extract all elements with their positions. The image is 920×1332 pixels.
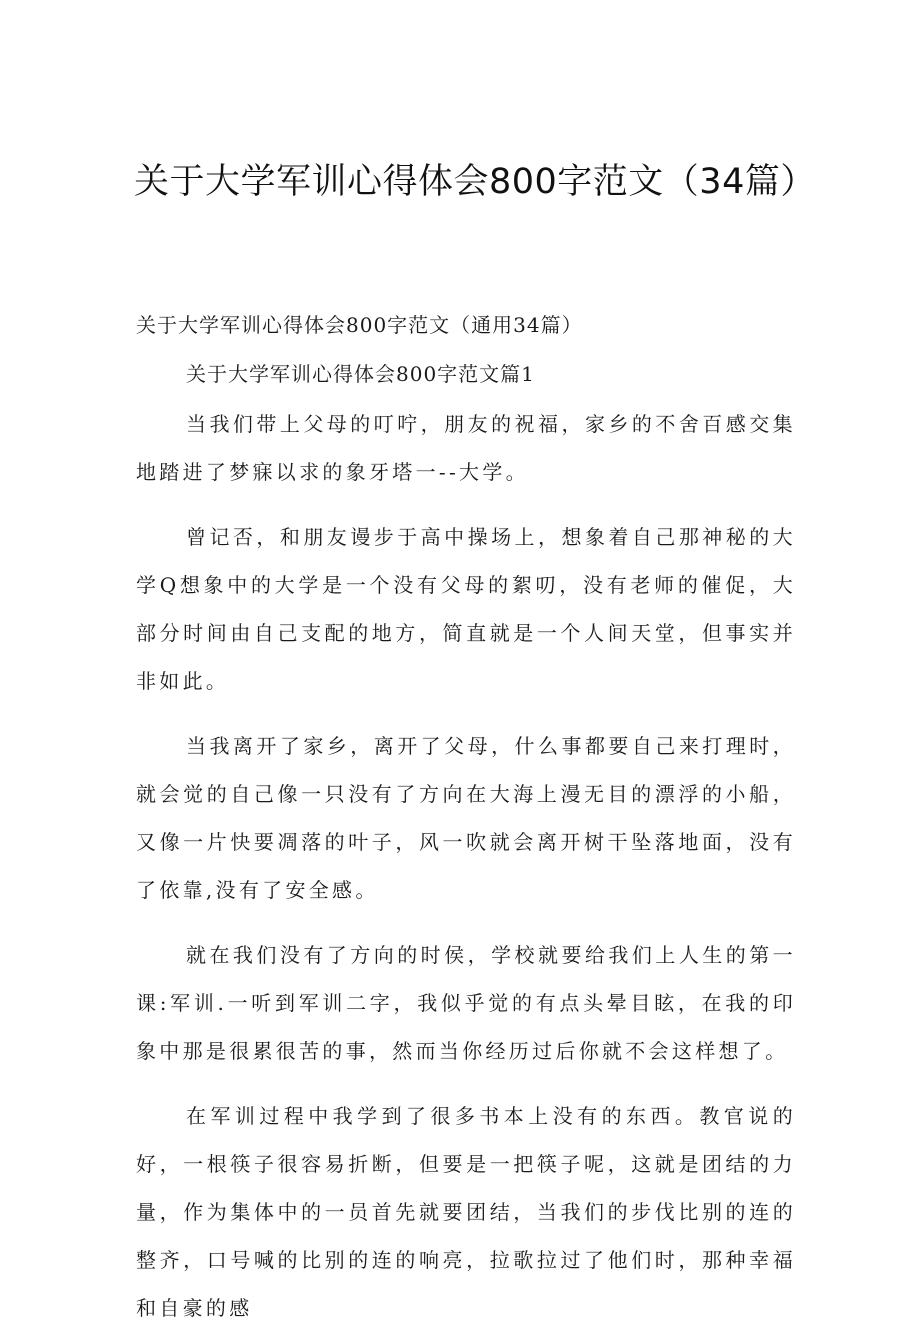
document-title: 关于大学军训心得体会800字范文（34篇） [134,162,816,202]
document-body [136,309,796,1332]
paragraph: 曾记否，和朋友谩步于高中操场上，想象着自己那神秘的大学Q想象中的大学是一个没有父母的絮叨，没有老师的催促，大部分时间由自己支配的地方，简直就是一个人间天堂，但事实并非如此。 [136,525,796,693]
paragraph: 当我们带上父母的叮咛，朋友的祝福，家乡的不舍百感交集地踏进了梦寐以求的象牙塔一--大学。 [136,412,796,484]
paragraph: 当我离开了家乡，离开了父母，什么事都要自己来打理时，就会觉的自己像一只没有了方向在大海上漫无目的漂浮的小船，又像一片快要凋落的叶子，风一吹就会离开树干坠落地面，没有了依靠,没有了安全感。 [136,734,796,902]
section-heading: 关于大学军训心得体会800字范文篇1 [186,362,535,386]
document-subtitle: 关于大学军训心得体会800字范文（通用34篇） [136,313,583,337]
paragraph: 就在我们没有了方向的时侯，学校就要给我们上人生的第一课:军训.一听到军训二字，我似乎觉的有点头晕目眩，在我的印象中那是很累很苦的事，然而当你经历过后你就不会这样想了。 [136,943,796,1063]
paragraph: 在军训过程中我学到了很多书本上没有的东西。教官说的好，一根筷子很容易折断，但要是一把筷子呢，这就是团结的力量，作为集体中的一员首先就要团结，当我们的步伐比别的连的整齐，口号喊的比别的连的响亮，拉歌拉过了他们时，那种幸福和自豪的感 [136,1104,796,1320]
